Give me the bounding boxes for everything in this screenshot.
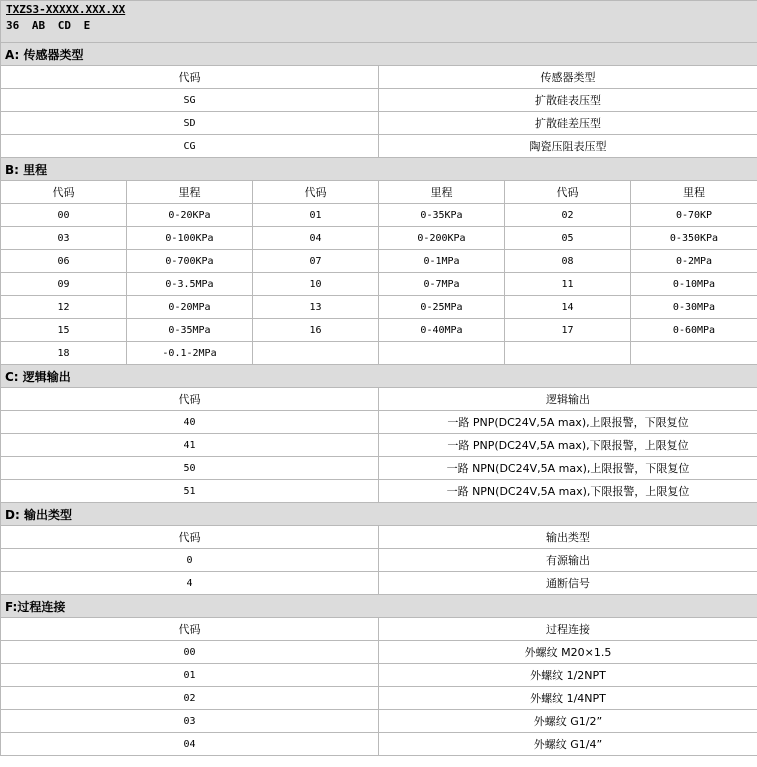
cell-range: 0-3.5MPa — [127, 273, 253, 296]
cell-code: 10 — [253, 273, 379, 296]
cell-code: 02 — [505, 204, 631, 227]
cell-code: 12 — [1, 296, 127, 319]
table-row — [1, 250, 757, 273]
cell-code: 06 — [1, 250, 127, 273]
cell-code: 16 — [253, 319, 379, 342]
section-b-header: 代码 — [505, 181, 631, 204]
cell-value: 有源输出 — [379, 549, 757, 572]
cell-code: 17 — [505, 319, 631, 342]
section-c-header-row — [1, 388, 757, 411]
table-row — [1, 572, 757, 595]
cell-code: 15 — [1, 319, 127, 342]
section-b-header: 代码 — [1, 181, 127, 204]
cell-code: 4 — [1, 572, 379, 595]
cell-range: 0-40MPa — [379, 319, 505, 342]
table-row — [1, 434, 757, 457]
table-row — [1, 733, 757, 756]
cell-code: CG — [1, 135, 379, 158]
cell-code: 05 — [505, 227, 631, 250]
cell-code: 04 — [1, 733, 379, 756]
cell-code: 04 — [253, 227, 379, 250]
section-b-header: 里程 — [631, 181, 757, 204]
section-a-header-code: 代码 — [1, 66, 379, 89]
table-row — [1, 112, 757, 135]
cell-value: 一路 PNP(DC24V,5A max),下限报警，上限复位 — [379, 434, 757, 457]
cell-value: 扩散硅差压型 — [379, 112, 757, 135]
section-d-title: D: 输出类型 — [1, 503, 757, 526]
cell-value: 通断信号 — [379, 572, 757, 595]
cell-value: 陶瓷压阻表压型 — [379, 135, 757, 158]
cell-value: 一路 NPN(DC24V,5A max),下限报警，上限复位 — [379, 480, 757, 503]
cell-range — [631, 342, 757, 365]
cell-code: 0 — [1, 549, 379, 572]
cell-range: 0-10MPa — [631, 273, 757, 296]
cell-range: 0-60MPa — [631, 319, 757, 342]
table-row — [1, 319, 757, 342]
cell-range: 0-20KPa — [127, 204, 253, 227]
table-row — [1, 710, 757, 733]
cell-range: -0.1-2MPa — [127, 342, 253, 365]
section-c-title-row — [1, 365, 757, 388]
table-row — [1, 342, 757, 365]
section-a-header-type: 传感器类型 — [379, 66, 757, 89]
section-f-header-row — [1, 618, 757, 641]
section-d-header-type: 输出类型 — [379, 526, 757, 549]
cell-value: 一路 NPN(DC24V,5A max),上限报警，下限复位 — [379, 457, 757, 480]
section-c-header-code: 代码 — [1, 388, 379, 411]
table-row — [1, 204, 757, 227]
cell-code: 03 — [1, 227, 127, 250]
section-d-title-row — [1, 503, 757, 526]
cell-code: SG — [1, 89, 379, 112]
table-row — [1, 549, 757, 572]
cell-value: 外螺纹 M20×1.5 — [379, 641, 757, 664]
table-row — [1, 296, 757, 319]
section-b-header-row — [1, 181, 757, 204]
section-b-header: 里程 — [379, 181, 505, 204]
cell-range: 0-25MPa — [379, 296, 505, 319]
cell-code: 13 — [253, 296, 379, 319]
cell-range: 0-2MPa — [631, 250, 757, 273]
cell-code: 51 — [1, 480, 379, 503]
cell-range: 0-1MPa — [379, 250, 505, 273]
cell-code: SD — [1, 112, 379, 135]
section-b-header: 代码 — [253, 181, 379, 204]
cell-code — [505, 342, 631, 365]
table-row — [1, 664, 757, 687]
model-code: TXZS3-XXXXX.XXX.XX — [6, 3, 126, 16]
cell-range: 0-35KPa — [379, 204, 505, 227]
cell-code: 00 — [1, 204, 127, 227]
table-row — [1, 89, 757, 112]
cell-value: 外螺纹 1/4NPT — [379, 687, 757, 710]
table-row — [1, 480, 757, 503]
cell-value: 外螺纹 1/2NPT — [379, 664, 757, 687]
cell-range — [379, 342, 505, 365]
section-c-title: C: 逻辑输出 — [1, 365, 757, 388]
section-f-title-row — [1, 595, 757, 618]
section-b-title-row — [1, 158, 757, 181]
cell-code: 07 — [253, 250, 379, 273]
cell-code: 01 — [253, 204, 379, 227]
cell-range: 0-700KPa — [127, 250, 253, 273]
cell-range: 0-100KPa — [127, 227, 253, 250]
section-b-title: B: 里程 — [1, 158, 757, 181]
cell-range: 0-200KPa — [379, 227, 505, 250]
model-header-cell — [1, 1, 757, 43]
cell-code: 00 — [1, 641, 379, 664]
cell-range: 0-20MPa — [127, 296, 253, 319]
cell-range: 0-70KP — [631, 204, 757, 227]
cell-code: 50 — [1, 457, 379, 480]
model-code-legend: 36 AB CD E — [6, 19, 91, 32]
cell-code — [253, 342, 379, 365]
section-a-header-row — [1, 66, 757, 89]
cell-value: 一路 PNP(DC24V,5A max),上限报警，下限复位 — [379, 411, 757, 434]
cell-code: 18 — [1, 342, 127, 365]
cell-code: 02 — [1, 687, 379, 710]
model-header-row — [1, 1, 757, 43]
cell-range: 0-30MPa — [631, 296, 757, 319]
section-f-header-code: 代码 — [1, 618, 379, 641]
cell-value: 扩散硅表压型 — [379, 89, 757, 112]
table-row — [1, 687, 757, 710]
table-row — [1, 227, 757, 250]
table-row — [1, 457, 757, 480]
section-f-title: F:过程连接 — [1, 595, 757, 618]
section-c-header-output: 逻辑输出 — [379, 388, 757, 411]
cell-code: 03 — [1, 710, 379, 733]
cell-code: 09 — [1, 273, 127, 296]
cell-code: 41 — [1, 434, 379, 457]
cell-range: 0-35MPa — [127, 319, 253, 342]
section-b-header: 里程 — [127, 181, 253, 204]
table-row — [1, 641, 757, 664]
table-row — [1, 411, 757, 434]
cell-code: 14 — [505, 296, 631, 319]
table-row — [1, 273, 757, 296]
section-d-header-code: 代码 — [1, 526, 379, 549]
cell-code: 11 — [505, 273, 631, 296]
section-d-header-row — [1, 526, 757, 549]
cell-code: 01 — [1, 664, 379, 687]
cell-code: 40 — [1, 411, 379, 434]
section-a-title-row — [1, 43, 757, 66]
section-a-title: A: 传感器类型 — [1, 43, 757, 66]
cell-range: 0-7MPa — [379, 273, 505, 296]
cell-range: 0-350KPa — [631, 227, 757, 250]
cell-code: 08 — [505, 250, 631, 273]
section-f-header-connection: 过程连接 — [379, 618, 757, 641]
cell-value: 外螺纹 G1/2” — [379, 710, 757, 733]
table-row — [1, 135, 757, 158]
cell-value: 外螺纹 G1/4” — [379, 733, 757, 756]
